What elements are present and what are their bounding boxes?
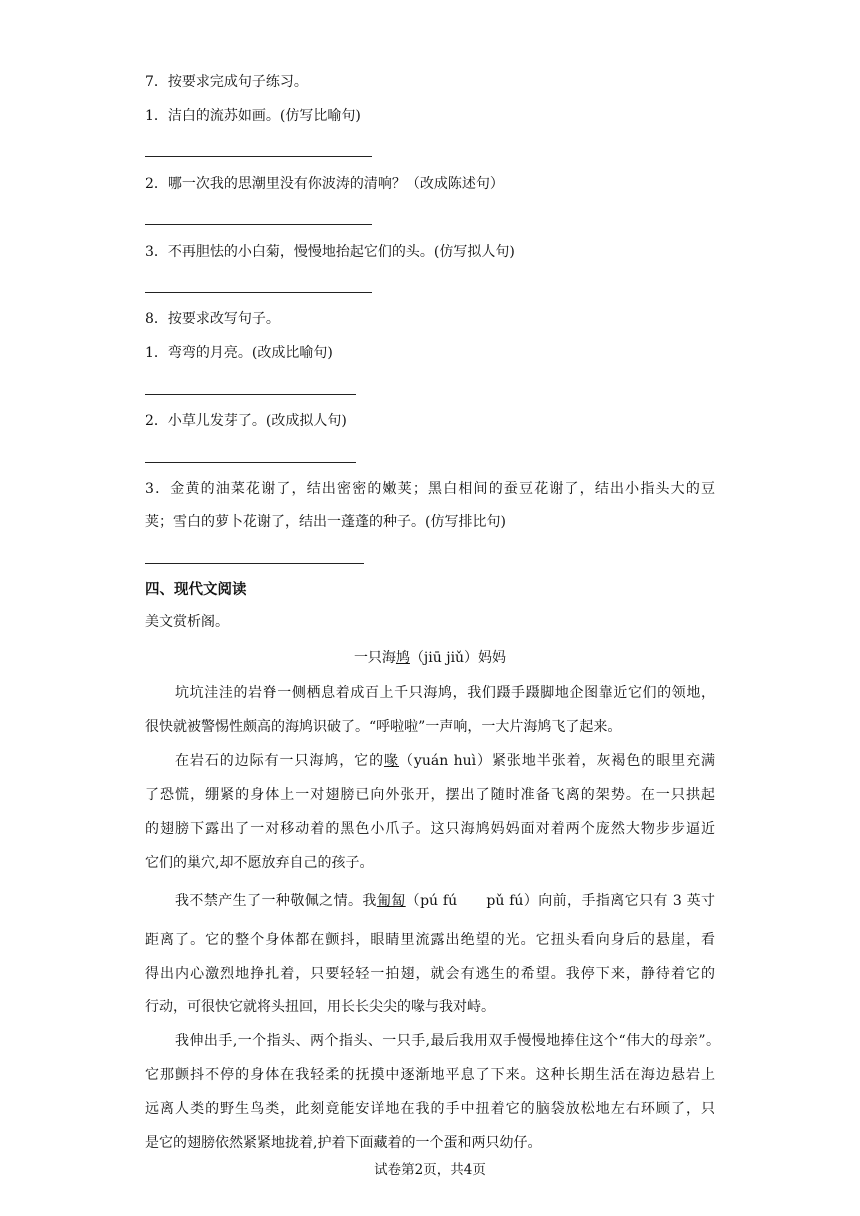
article-title [0, 648, 860, 668]
q7-answer-line-3[interactable] [145, 292, 372, 293]
p2-line-4: 它们的巢穴,却不愿放弃自己的孩子。 [145, 855, 374, 871]
article-title-pre: 一只海 [353, 650, 396, 666]
article-title-underlined-char: 鸠 [395, 650, 410, 666]
q7-item-3: 3．不再胆怯的小白菊，慢慢地抬起它们的头。(仿写拟人句) [145, 244, 515, 260]
q8-item-2: 2．小草儿发芽了。(改成拟人句) [145, 413, 347, 429]
section-intro: 美文赏析阁。 [145, 614, 229, 630]
q8-heading: 8．按要求改写句子。 [145, 311, 280, 327]
p3-line-1-pre: 我不禁产生了一种敬佩之情。我 [175, 893, 377, 909]
p3-line-2: 距离了。它的整个身体都在颤抖，眼睛里流露出绝望的光。它扭头看向身后的悬崖，看 [145, 932, 715, 948]
p2-line-3: 的翅膀下露出了一对移动着的黑色小爪子。这只海鸠妈妈面对着两个庞然大物步步逼近 [145, 821, 715, 837]
q7-answer-line-1[interactable] [145, 156, 372, 157]
p4-line-2: 它那颤抖不停的身体在我轻柔的抚摸中逐渐地平息了下来。这种长期生活在海边悬岩上 [145, 1067, 715, 1083]
p4-line-4: 是它的翅膀依然紧紧地拢着,护着下面藏着的一个蛋和两只幼仔。 [145, 1135, 542, 1151]
q8-item-1: 1．弯弯的月亮。(改成比喻句) [145, 345, 333, 361]
p2-line-1-post: （yuán huì）紧张地半张着，灰褐色的眼里充满 [398, 753, 716, 769]
p1-line-2: 很快就被警惕性颇高的海鸠识破了。“呼啦啦”一声响，一大片海鸠飞了起来。 [145, 719, 622, 735]
q8-answer-line-1[interactable] [145, 394, 356, 395]
q8-item-3-line-1: 3．金黄的油菜花谢了，结出密密的嫩荚；黑白相间的蚕豆花谢了，结出小指头大的豆 [145, 481, 715, 497]
section-heading: 四、现代文阅读 [145, 581, 247, 598]
q7-answer-line-2[interactable] [145, 224, 372, 225]
q7-heading: 7．按要求完成句子练习。 [145, 74, 308, 90]
p2-line-1 [175, 751, 715, 771]
p1-line-1: 坑坑洼洼的岩脊一侧栖息着成百上千只海鸠，我们蹑手蹑脚地企图靠近它们的领地， [175, 685, 715, 701]
q8-answer-line-3[interactable] [145, 563, 364, 564]
page-footer: 试卷第2页，共4页 [374, 1162, 486, 1178]
p2-line-1-pre: 在岩石的边际有一只海鸠，它的 [175, 753, 385, 769]
p2-line-2: 了恐慌，绷紧的身体上一对翅膀已向外张开，摆出了随时准备飞离的架势。在一只拱起 [145, 787, 715, 803]
q8-answer-line-2[interactable] [145, 462, 356, 463]
p3-underlined-word: 匍匐 [376, 893, 406, 909]
q7-item-2: 2．哪一次我的思潮里没有你波涛的清响？（改成陈述句） [145, 176, 504, 192]
article-title-post: （jiū jiǔ）妈妈 [409, 650, 507, 666]
p2-underlined-char: 喙 [384, 753, 399, 769]
p4-line-1: 我伸出手,一个指头、两个指头、一只手,最后我用双手慢慢地捧住这个“伟大的母亲”。 [175, 1033, 720, 1049]
q8-item-3-line-2: 荚；雪白的萝卜花谢了，结出一蓬蓬的种子。(仿写排比句) [145, 514, 506, 530]
p4-line-3: 远离人类的野生鸟类，此刻竟能安详地在我的手中扭着它的脑袋放松地左右环顾了，只 [145, 1101, 715, 1117]
p3-line-3: 得出内心激烈地挣扎着，只要轻轻一拍翅，就会有逃生的希望。我停下来，静待着它的 [145, 966, 715, 982]
q7-item-1: 1．洁白的流苏如画。(仿写比喻句) [145, 108, 361, 124]
p3-line-1-post: （pú fú pǔ fú）向前，手指离它只有 3 英寸 [405, 893, 716, 909]
p3-line-1 [175, 891, 715, 911]
p3-line-4: 行动，可很快它就将头扭回，用长长尖尖的喙与我对峙。 [145, 999, 495, 1015]
